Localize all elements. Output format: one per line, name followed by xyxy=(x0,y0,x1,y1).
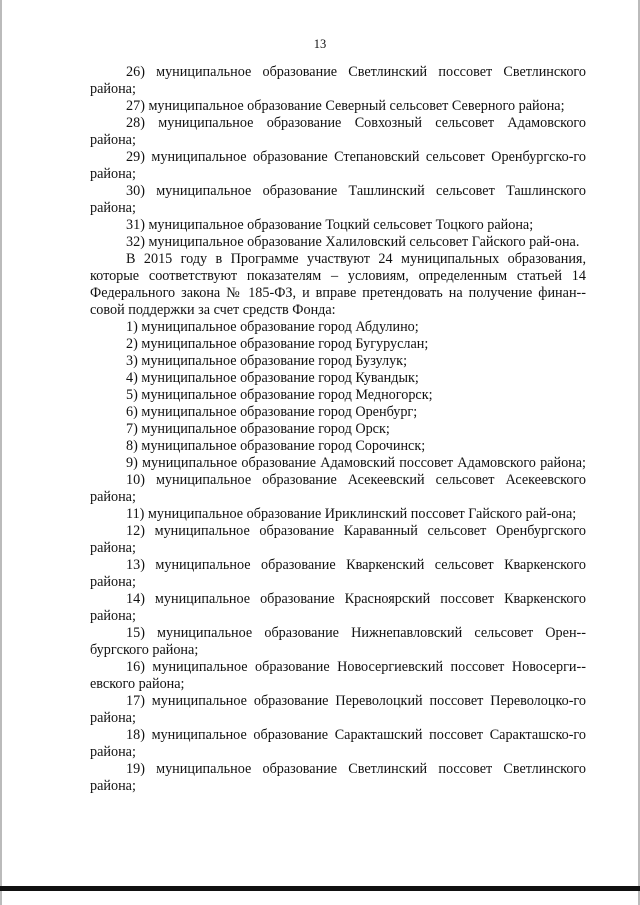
list-item: 16) муниципальное образование Новосергиевский поссовет Новосерги-евского района; xyxy=(90,659,586,692)
list-item: 5) муниципальное образование город Медногорск; xyxy=(126,387,433,403)
list-item: 30) муниципальное образование Ташлинский сельсовет Ташлинского района; xyxy=(90,183,586,216)
list-item: 28) муниципальное образование Совхозный сельсовет Адамовского района; xyxy=(90,115,586,148)
list-item: 27) муниципальное образование Северный сельсовет Северного района; xyxy=(126,98,565,114)
page-left-edge xyxy=(0,0,2,905)
paragraph: В 2015 году в Программе участвуют 24 муниципальных образования, которые соответствуют показателям – условиям, определенным статьей 14 Федерального закона № 185-ФЗ, и вправе претендовать на получение финан-совой поддержки за счет средств Фонда: xyxy=(90,251,586,318)
list-item: 9) муниципальное образование Адамовский поссовет Адамовского района; xyxy=(126,455,586,471)
list-item: 8) муниципальное образование город Сорочинск; xyxy=(126,438,426,454)
list-item: 4) муниципальное образование город Кувандык; xyxy=(126,370,419,386)
list-item: 1) муниципальное образование город Абдулино; xyxy=(126,319,419,335)
list-item: 15) муниципальное образование Нижнепавловский сельсовет Орен-бургского района; xyxy=(90,625,586,658)
list-item: 18) муниципальное образование Саракташский поссовет Саракташско-го района; xyxy=(90,727,586,760)
list-item: 7) муниципальное образование город Орск; xyxy=(126,421,390,437)
scan-bottom-border xyxy=(0,886,640,891)
page-number: 13 xyxy=(313,37,327,51)
list-item: 32) муниципальное образование Халиловский сельсовет Гайского рай-она. xyxy=(126,234,580,250)
list-item: 29) муниципальное образование Степановский сельсовет Оренбургско-го района; xyxy=(90,149,586,182)
list-item: 26) муниципальное образование Светлинский поссовет Светлинского района; xyxy=(90,64,586,97)
list-item: 3) муниципальное образование город Бузулук; xyxy=(126,353,408,369)
list-item: 31) муниципальное образование Тоцкий сельсовет Тоцкого района; xyxy=(126,217,534,233)
list-item: 14) муниципальное образование Красноярский поссовет Кваркенского района; xyxy=(90,591,586,624)
list-item: 19) муниципальное образование Светлинский поссовет Светлинского района; xyxy=(90,761,586,794)
list-item: 13) муниципальное образование Кваркенский сельсовет Кваркенского района; xyxy=(90,557,586,590)
list-item: 11) муниципальное образование Ириклинский поссовет Гайского рай-она; xyxy=(126,506,577,522)
list-item: 6) муниципальное образование город Оренбург; xyxy=(126,404,418,420)
list-item: 2) муниципальное образование город Бугуруслан; xyxy=(126,336,429,352)
list-item: 17) муниципальное образование Переволоцкий поссовет Переволоцко-го района; xyxy=(90,693,586,726)
list-item: 10) муниципальное образование Асекеевский сельсовет Асекеевского района; xyxy=(90,472,586,505)
document-body xyxy=(90,64,586,795)
list-item: 12) муниципальное образование Караванный сельсовет Оренбургского района; xyxy=(90,523,586,556)
